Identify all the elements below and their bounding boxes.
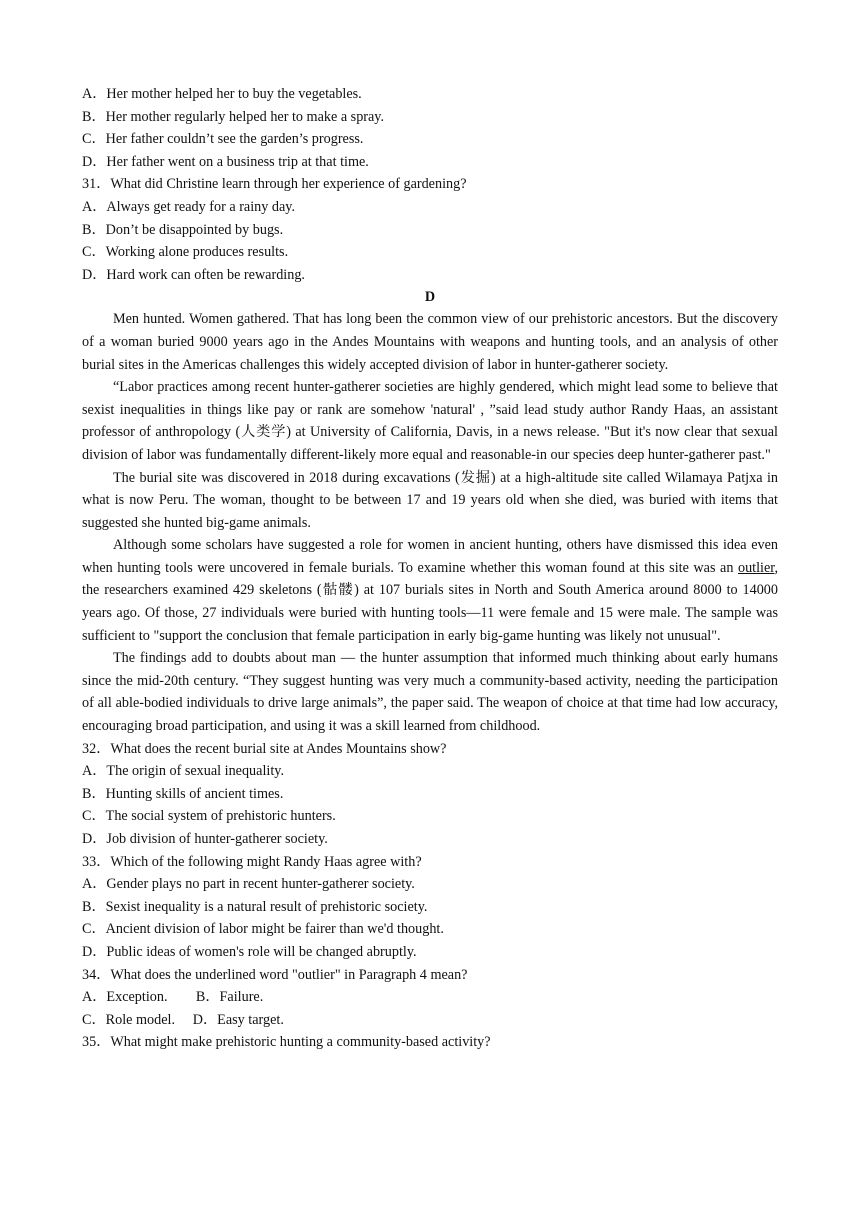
paragraph-4	[82, 534, 778, 647]
paragraph-2: “Labor practices among recent hunter-gatherer societies are highly gendered, which might lead some to believe that sexist inequalities in things like pay or rank are somehow 'natural' , ”said lead study author Randy Haas, an assistant professor of anthropology (人类学) at University of California, Davis, in a news release. "But it's now clear that sexual division of labor was fundamentally different-likely more equal and reasonable-in our species deep hunter-gatherer past."	[82, 379, 778, 463]
q32-option-c: C．The social system of prehistoric hunters.	[82, 808, 336, 825]
paragraph-5: The findings add to doubts about man — the hunter assumption that informed much thinking about early humans since the mid-20th century. “They suggest hunting was very much a community-based activity, needing the participation of all able-bodied individuals to drive large animals”, the paper said. The weapon of choice at that time had low accuracy, encouraging broad participation, and using it was a skill learned from childhood.	[82, 650, 778, 735]
paragraph-4-part-1: Although some scholars have suggested a role for women in ancient hunting, others have dismissed this idea even when hunting tools were uncovered in female burials. To examine whether this woman found at this site was an	[82, 537, 778, 576]
q32-option-d: D．Job division of hunter-gatherer society.	[82, 831, 328, 847]
document-page	[82, 83, 778, 1054]
q33-option-a: A．Gender plays no part in recent hunter-gatherer society.	[82, 876, 415, 893]
q32-question: 32．What does the recent burial site at Andes Mountains show?	[82, 740, 447, 757]
q33-question: 33．Which of the following might Randy Haas agree with?	[82, 853, 422, 870]
q33-option-d: D．Public ideas of women's role will be changed abruptly.	[82, 943, 417, 960]
q30-option-b: B．Her mother regularly helped her to make a spray.	[82, 108, 385, 125]
paragraph-1: Men hunted. Women gathered. That has long been the common view of our prehistoric ancestors. But the discovery of a woman buried 9000 years ago in the Andes Mountains with weapons and hunting tools, and an analysis of other burial sites in the Americas challenges this widely accepted division of labor in hunter-gatherer society.	[82, 311, 778, 373]
paragraph-4-part-2: , the researchers examined 429 skeletons (骷髅) at 107 burials sites in North and South America around 8000 to 14000 years ago. Of those, 27 individuals were buried with hunting tools—11 were female and 15 were male. The sample was sufficient to "support the conclusion that female participation in early big-game hunting was likely not unusual".	[82, 559, 778, 644]
q32-option-a: A．The origin of sexual inequality.	[82, 763, 284, 780]
q31-option-b: B．Don’t be disappointed by bugs.	[82, 221, 284, 238]
q32-option-b: B．Hunting skills of ancient times.	[82, 785, 284, 802]
q34-options-row-2: C．Role model. D．Easy target.	[82, 1011, 284, 1028]
q34-options-row-1: A．Exception. B．Failure.	[82, 989, 264, 1006]
q30-option-c: C．Her father couldn’t see the garden’s progress.	[82, 131, 364, 148]
q35-question: 35．What might make prehistoric hunting a community-based activity?	[82, 1034, 491, 1051]
q33-option-c: C．Ancient division of labor might be fairer than we'd thought.	[82, 921, 444, 938]
section-heading: D	[424, 289, 436, 306]
q34-question: 34．What does the underlined word "outlier" in Paragraph 4 mean?	[82, 966, 468, 983]
q31-question: 31．What did Christine learn through her experience of gardening?	[82, 176, 467, 193]
paragraph-3: The burial site was discovered in 2018 during excavations (发掘) at a high-altitude site called Wilamaya Patjxa in what is now Peru. The woman, thought to be between 17 and 19 years old when she died, was buried with items that suggested she hunted big-game animals.	[82, 469, 778, 531]
q30-option-a: A．Her mother helped her to buy the vegetables.	[82, 86, 362, 102]
q30-option-d: D．Her father went on a business trip at that time.	[82, 153, 369, 170]
q31-option-d: D．Hard work can often be rewarding.	[82, 266, 305, 283]
q33-option-b: B．Sexist inequality is a natural result of prehistoric society.	[82, 898, 428, 915]
underlined-word-outlier: outlier	[737, 559, 775, 576]
q31-option-a: A．Always get ready for a rainy day.	[82, 198, 295, 215]
q31-option-c: C．Working alone produces results.	[82, 244, 289, 261]
